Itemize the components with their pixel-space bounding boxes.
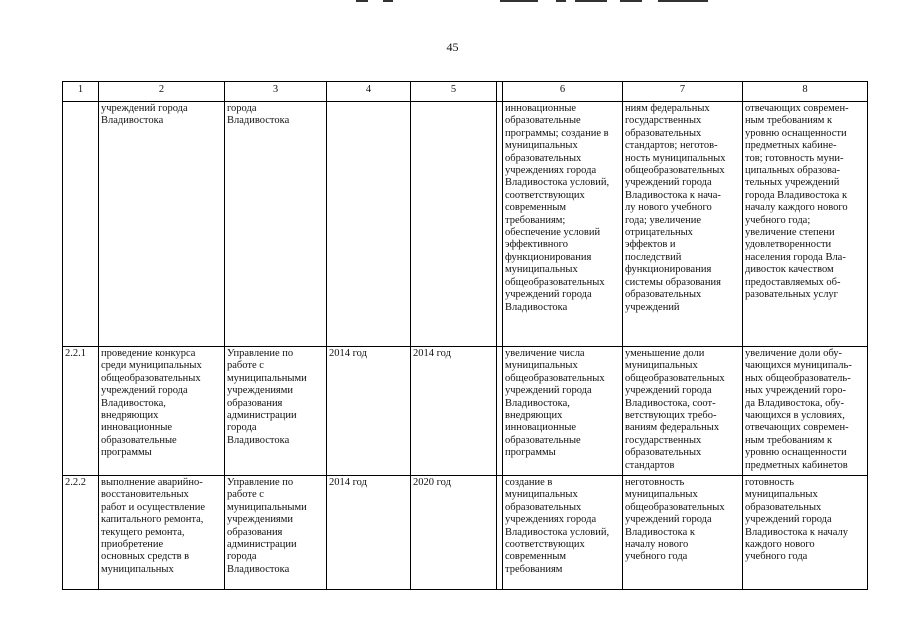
header-cell: 1 [63, 82, 99, 102]
row-number: 2.2.2 [63, 476, 99, 590]
program-table [62, 81, 868, 590]
header-cell: 6 [503, 82, 623, 102]
scan-artifact [356, 0, 368, 2]
row-number: 2.2.1 [63, 347, 99, 476]
page-number: 45 [446, 40, 459, 54]
scan-artifact [575, 0, 607, 2]
indicators: готовность муниципальных образовательных учреждений города Владивостока к началу каждого нового учебного года [743, 476, 868, 590]
scan-artifact [383, 0, 393, 2]
expected-result: создание в муниципальных образовательных учреждениях города Владивостока условий, соответствующих современным требованиям [503, 476, 623, 590]
executor: Управление по работе с муниципальными учреждениями образования администрации города Владивостока [225, 476, 327, 590]
table-row [63, 347, 868, 476]
start-year: 2014 год [327, 476, 411, 590]
scan-artifact [556, 0, 566, 2]
header-cell: 7 [623, 82, 743, 102]
scan-artifact [658, 0, 708, 2]
end-year: 2014 год [411, 347, 497, 476]
header-cell: 5 [411, 82, 497, 102]
consequences: неготовность муниципальных общеобразовательных учреждений города Владивостока к началу нового учебного года [623, 476, 743, 590]
header-cell: 8 [743, 82, 868, 102]
expected-result: увеличение числа муниципальных общеобразовательных учреждений города Владивостока, внедряющих инновационные образовательные программы [503, 347, 623, 476]
measure-name: учреждений города Владивостока [99, 102, 225, 347]
consequences: уменьшение доли муниципальных общеобразовательных учреждений города Владивостока, соот- ветствующих требо- ваниям федеральных государственных образовательных стандартов [623, 347, 743, 476]
header-cell: 2 [99, 82, 225, 102]
table-row [63, 102, 868, 347]
start-year: 2014 год [327, 347, 411, 476]
executor: Управление по работе с муниципальными учреждениями образования администрации города Владивостока [225, 347, 327, 476]
end-year [411, 102, 497, 347]
expected-result: инновационные образовательные программы; создание в муниципальных образовательных учреждениях города Владивостока условий, соответствующих современным требованиям; обеспечение условий эффективного функционирования муниципальных общеобразовательных учреждений города Владивостока [503, 102, 623, 347]
executor: города Владивостока [225, 102, 327, 347]
consequences: ниям федеральных государственных образовательных стандартов; неготов- ность муниципальных общеобразовательных учреждений города Владивостока к нача- лу нового учебного года; увеличение отрицательных эффектов и последствий функционирования системы образования образовательных учреждений [623, 102, 743, 347]
table-row [63, 476, 868, 590]
header-row [63, 82, 868, 102]
header-cell: 4 [327, 82, 411, 102]
measure-name: выполнение аварийно- восстановительных работ и осуществление капитального ремонта, текущего ремонта, приобретение основных средств в муниципальных [99, 476, 225, 590]
row-number [63, 102, 99, 347]
end-year: 2020 год [411, 476, 497, 590]
header-cell: 3 [225, 82, 327, 102]
start-year [327, 102, 411, 347]
indicators: увеличение доли обу- чающихся муниципаль- ных общеобразователь- ных учреждений горо- да Владивостока, обу- чающихся в условиях, отвечающих современ- ным требованиям к уровню оснащенности предметных кабинетов [743, 347, 868, 476]
measure-name: проведение конкурса среди муниципальных общеобразовательных учреждений города Владивостока, внедряющих инновационные образовательные программы [99, 347, 225, 476]
scan-artifact [500, 0, 538, 2]
indicators: отвечающих современ- ным требованиям к уровню оснащенности предметных кабине- тов; готовность муни- ципальных образова- тельных учреждений города Владивостока к началу каждого нового учебного года; увеличение степени удовлетворенности населения города Вла- дивосток качеством предоставляемых об- разовательных услуг [743, 102, 868, 347]
scan-artifact [620, 0, 642, 2]
